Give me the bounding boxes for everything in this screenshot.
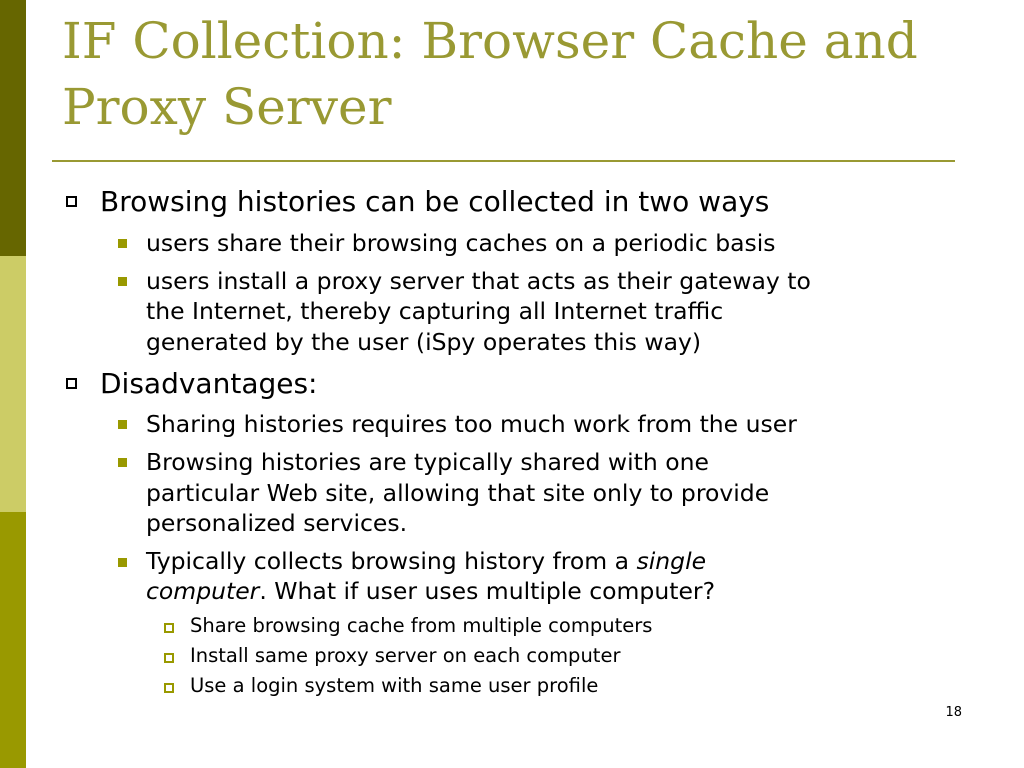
bullet-share-caches: users share their browsing caches on a periodic basis	[146, 229, 776, 257]
slide-title-line-2: Proxy Server	[62, 78, 392, 136]
single-computer-text: Typically collects browsing history from a	[146, 547, 637, 575]
square-bullet-icon	[118, 458, 127, 467]
hollow-square-bullet-icon	[66, 378, 77, 389]
slide-title	[62, 8, 962, 140]
square-bullet-icon	[118, 277, 127, 286]
bullet-browsing-histories: Browsing histories can be collected in two ways	[100, 185, 770, 218]
sidebar-block-mid	[0, 512, 26, 768]
square-bullet-icon	[118, 239, 127, 248]
bullet-proxy-line-3: generated by the user (iSpy operates this way)	[146, 328, 702, 356]
bullet-proxy-line-2: the Internet, thereby capturing all Internet traffic	[146, 297, 724, 325]
sub-bullet-share-cache: Share browsing cache from multiple computers	[190, 614, 653, 637]
bullet-disadvantages: Disadvantages:	[100, 367, 318, 400]
bullet-single-computer-line-1	[146, 546, 706, 576]
page-number: 18	[945, 705, 962, 720]
bullet-single-computer-line-2	[146, 576, 715, 606]
title-divider	[52, 160, 955, 162]
square-bullet-icon	[118, 558, 127, 567]
slide-title-line-1: IF Collection: Browser Cache and	[62, 12, 918, 70]
hollow-square-bullet-icon	[66, 196, 77, 207]
bullet-one-site-line-2: particular Web site, allowing that site only to provide	[146, 479, 770, 507]
multiple-computer-question: . What if user uses multiple computer?	[259, 577, 716, 605]
sidebar-block-light	[0, 256, 26, 512]
bullet-one-site-line-3: personalized services.	[146, 509, 408, 537]
sub-bullet-same-proxy: Install same proxy server on each computer	[190, 644, 621, 667]
sidebar-block-dark	[0, 0, 26, 256]
hollow-small-bullet-icon	[164, 683, 174, 693]
single-emphasis: single	[636, 547, 707, 575]
sidebar-decoration	[0, 0, 26, 768]
bullet-one-site-line-1: Browsing histories are typically shared with one	[146, 448, 709, 476]
computer-emphasis: computer	[146, 577, 260, 605]
square-bullet-icon	[118, 420, 127, 429]
bullet-proxy-line-1: users install a proxy server that acts as their gateway to	[146, 267, 811, 295]
hollow-small-bullet-icon	[164, 653, 174, 663]
hollow-small-bullet-icon	[164, 623, 174, 633]
bullet-sharing-work: Sharing histories requires too much work from the user	[146, 410, 797, 438]
sub-bullet-login-system: Use a login system with same user profile	[190, 674, 599, 697]
